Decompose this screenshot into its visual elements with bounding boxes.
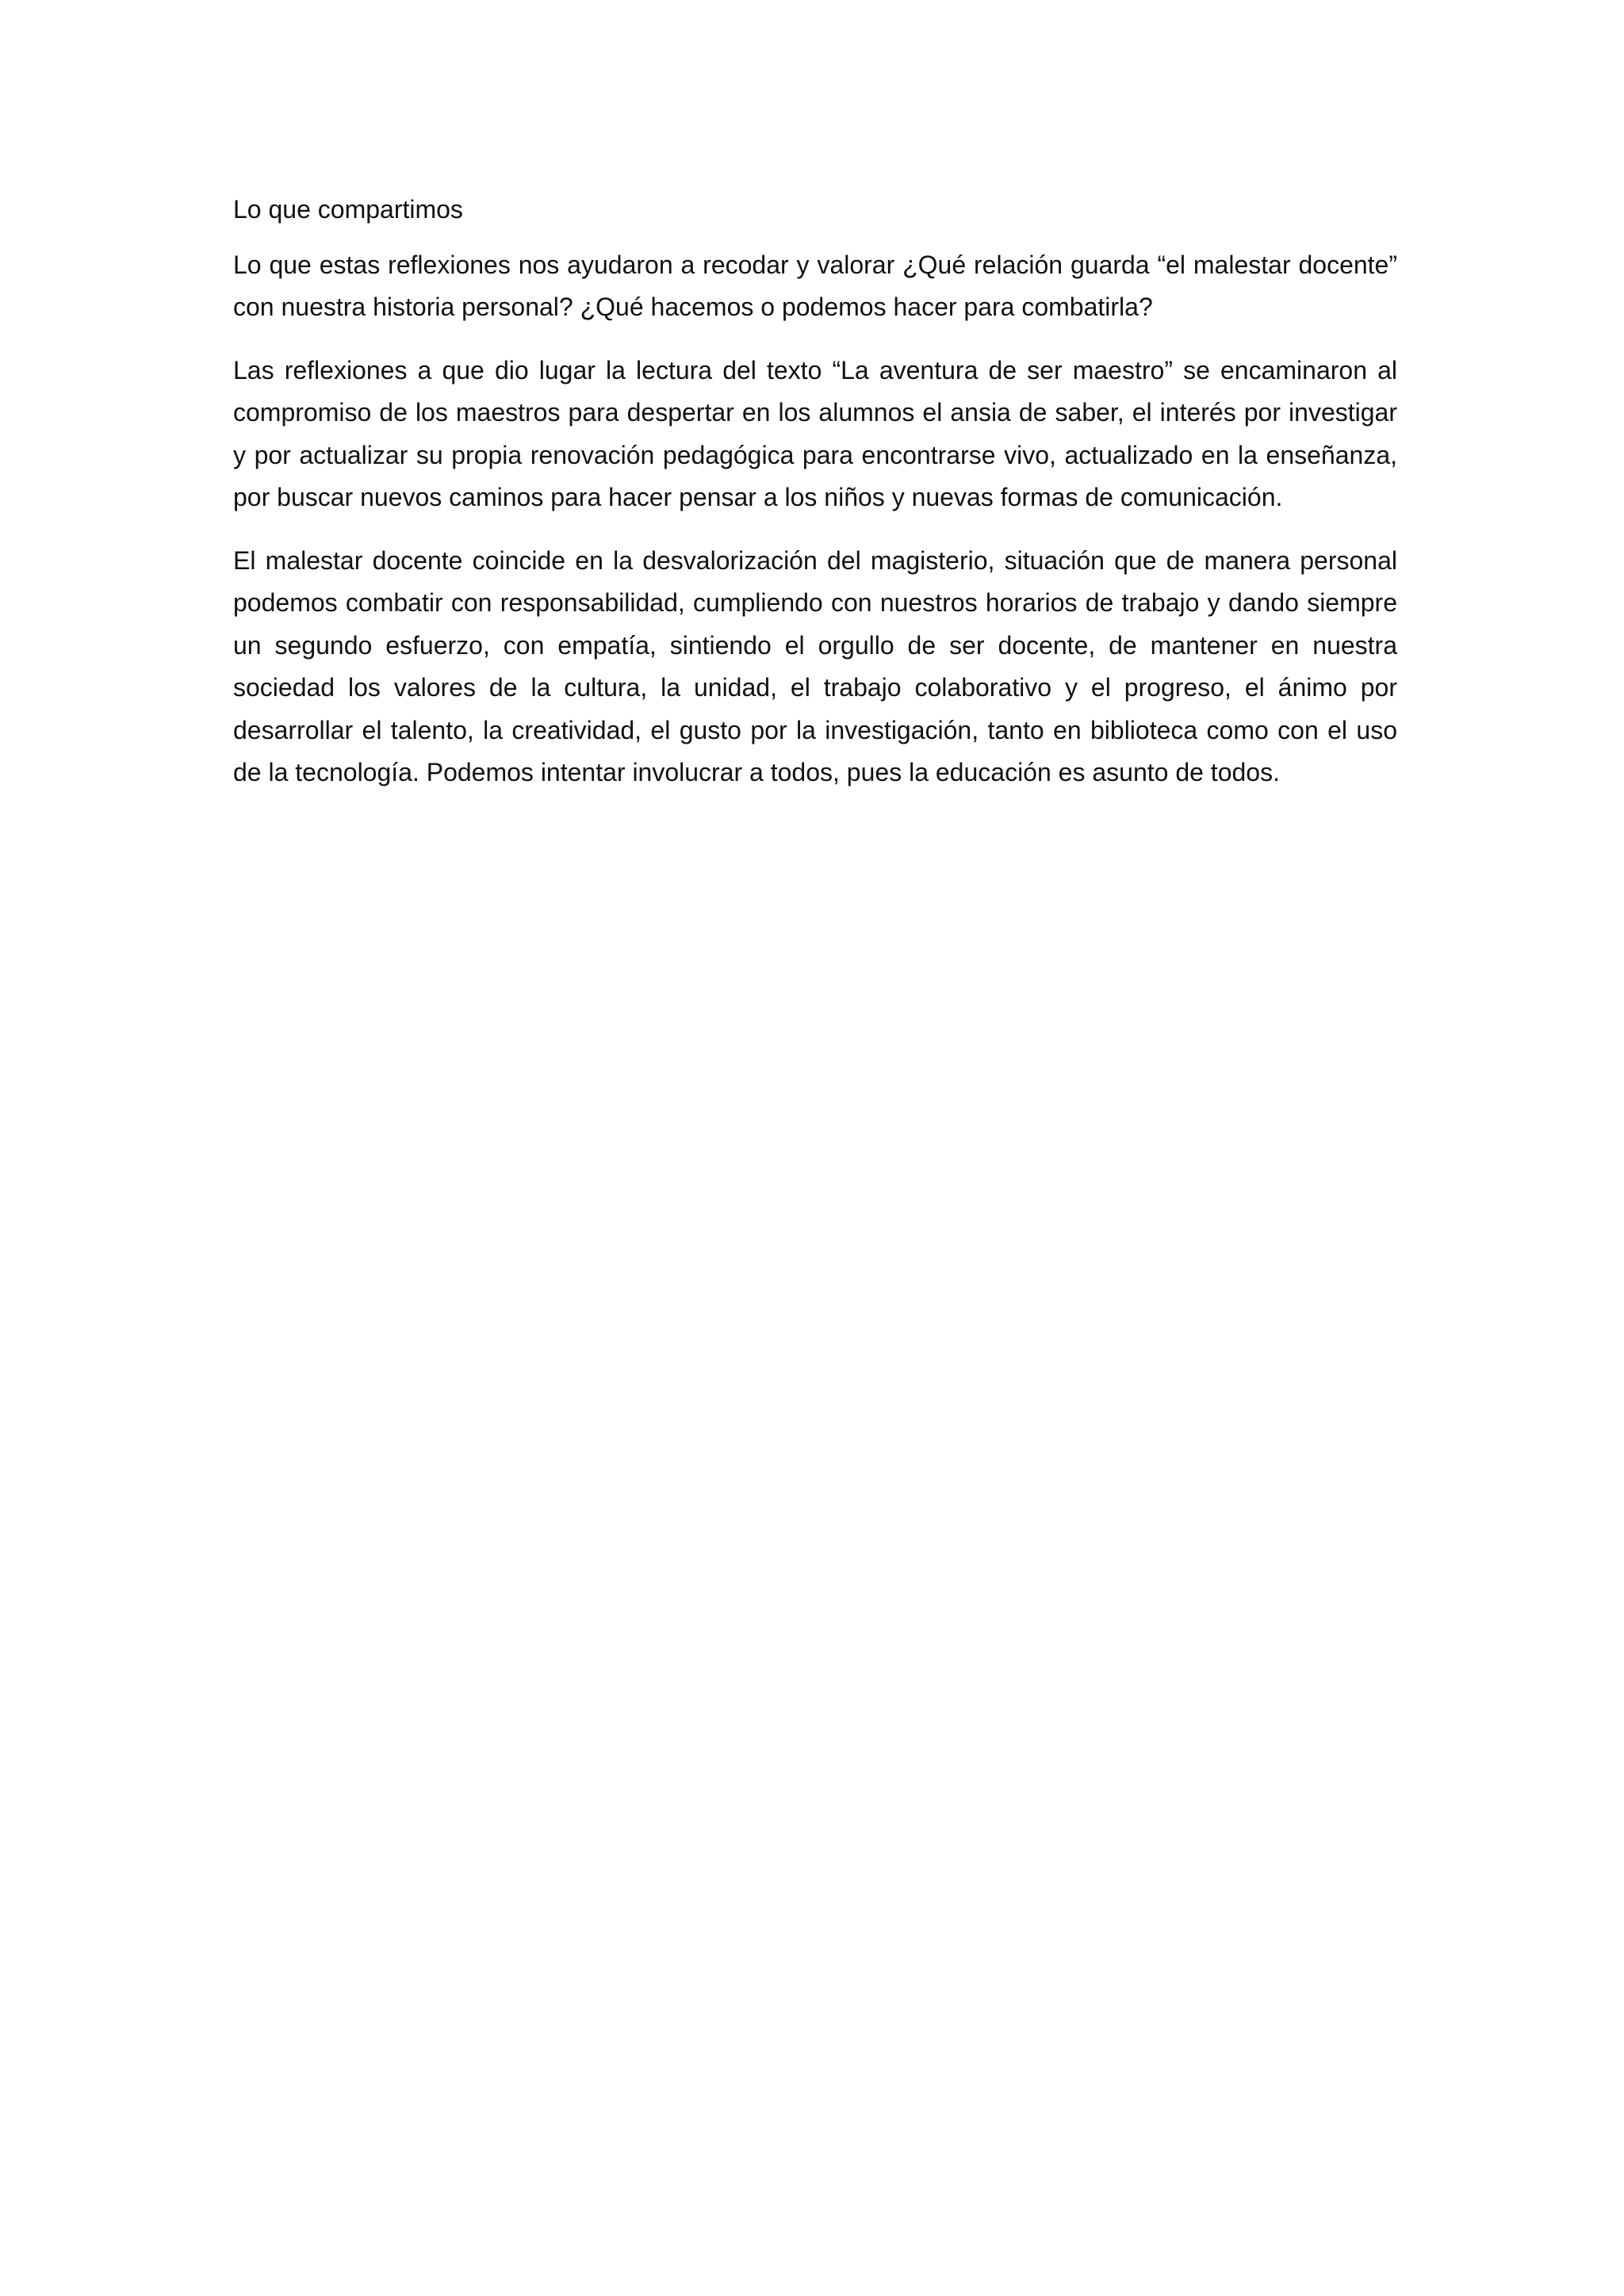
section-heading: Lo que compartimos [233, 195, 463, 224]
paragraph-2: Las reflexiones a que dio lugar la lectura del texto “La aventura de ser maestro” se encaminaron al compromiso de los maestros para despertar en los alumnos el ansia de saber, el interés por investigar y por actualizar su propia renovación pedagógica para encontrarse vivo, actualizado en la enseñanza, por buscar nuevos caminos para hacer pensar a los niños y nuevas formas de comunicación. [233, 355, 1397, 511]
paragraph-1: Lo que estas reflexiones nos ayudaron a recodar y valorar ¿Qué relación guarda “el malestar docente” con nuestra historia personal? ¿Qué hacemos o podemos hacer para combatirla? [233, 250, 1397, 321]
document-body [233, 189, 1397, 815]
paragraph-3: El malestar docente coincide en la desvalorización del magisterio, situación que de manera personal podemos combatir con responsabilidad, cumpliendo con nuestros horarios de trabajo y dando siempre un segundo esfuerzo, con empatía, sintiendo el orgullo de ser docente, de mantener en nuestra sociedad los valores de la cultura, la unidad, el trabajo colaborativo y el progreso, el ánimo por desarrollar el talento, la creatividad, el gusto por la investigación, tanto en biblioteca como con el uso de la tecnología. Podemos intentar involucrar a todos, pues la educación es asunto de todos. [233, 545, 1397, 786]
